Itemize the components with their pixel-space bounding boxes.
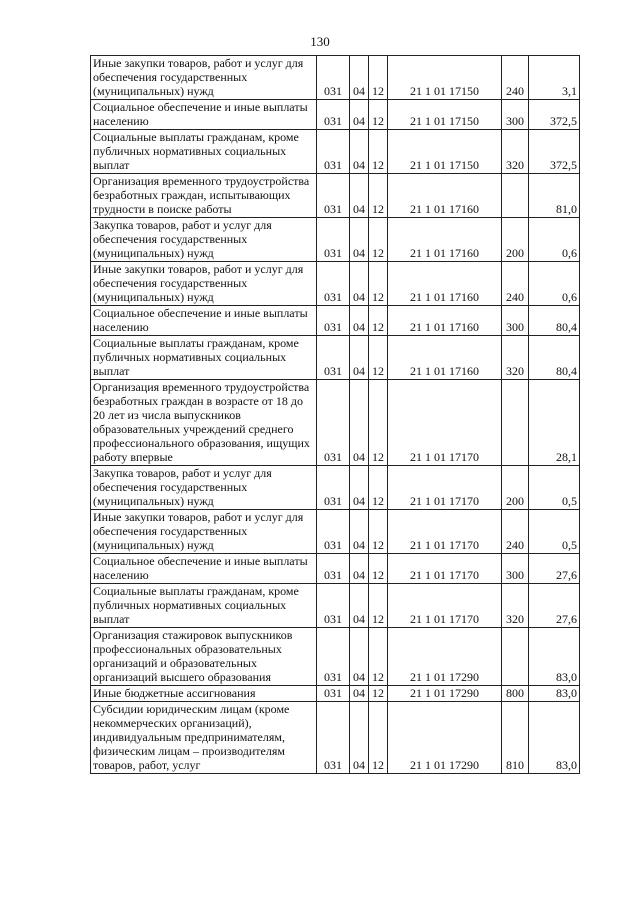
table-row (91, 174, 580, 218)
row-subsection-code: 12 (369, 56, 388, 100)
row-description: Закупка товаров, работ и услуг для обеспечения государственных (муниципальных) нужд (91, 218, 317, 262)
row-section-code: 04 (350, 584, 369, 628)
row-section-code: 04 (350, 466, 369, 510)
table-row (91, 56, 580, 100)
row-amount: 372,5 (529, 100, 580, 130)
table-row (91, 218, 580, 262)
row-description: Иные закупки товаров, работ и услуг для обеспечения государственных (муниципальных) нужд (91, 56, 317, 100)
row-target-article: 21 1 01 17150 (388, 56, 502, 100)
row-admin-code: 031 (317, 584, 350, 628)
row-target-article: 21 1 01 17150 (388, 100, 502, 130)
row-subsection-code: 12 (369, 262, 388, 306)
row-amount: 3,1 (529, 56, 580, 100)
row-target-article: 21 1 01 17290 (388, 628, 502, 686)
row-admin-code: 031 (317, 554, 350, 584)
row-expense-type: 240 (502, 262, 529, 306)
table-row (91, 702, 580, 774)
table-row (91, 686, 580, 702)
row-admin-code: 031 (317, 510, 350, 554)
row-section-code: 04 (350, 554, 369, 584)
row-admin-code: 031 (317, 628, 350, 686)
row-description: Иные закупки товаров, работ и услуг для обеспечения государственных (муниципальных) нужд (91, 510, 317, 554)
row-section-code: 04 (350, 628, 369, 686)
row-subsection-code: 12 (369, 466, 388, 510)
table-row (91, 628, 580, 686)
table-row (91, 306, 580, 336)
row-description: Организация временного трудоустройства безработных граждан, испытывающих трудности в поиске работы (91, 174, 317, 218)
table-row (91, 336, 580, 380)
row-subsection-code: 12 (369, 218, 388, 262)
row-admin-code: 031 (317, 56, 350, 100)
row-target-article: 21 1 01 17290 (388, 686, 502, 702)
row-subsection-code: 12 (369, 554, 388, 584)
row-section-code: 04 (350, 262, 369, 306)
row-expense-type: 200 (502, 218, 529, 262)
row-description: Субсидии юридическим лицам (кроме некоммерческих организаций), индивидуальным предпринимателям, физическим лицам – производителям товаров, работ, услуг (91, 702, 317, 774)
row-subsection-code: 12 (369, 510, 388, 554)
row-target-article: 21 1 01 17170 (388, 466, 502, 510)
row-description: Закупка товаров, работ и услуг для обеспечения государственных (муниципальных) нужд (91, 466, 317, 510)
row-section-code: 04 (350, 306, 369, 336)
budget-table-body (91, 56, 580, 774)
row-admin-code: 031 (317, 174, 350, 218)
row-expense-type: 320 (502, 336, 529, 380)
row-admin-code: 031 (317, 218, 350, 262)
budget-table (90, 55, 580, 774)
row-admin-code: 031 (317, 380, 350, 466)
row-section-code: 04 (350, 510, 369, 554)
table-row (91, 466, 580, 510)
row-section-code: 04 (350, 100, 369, 130)
row-description: Социальные выплаты гражданам, кроме публичных нормативных социальных выплат (91, 336, 317, 380)
row-amount: 83,0 (529, 686, 580, 702)
row-description: Социальное обеспечение и иные выплаты населению (91, 554, 317, 584)
row-description: Социальное обеспечение и иные выплаты населению (91, 100, 317, 130)
row-amount: 27,6 (529, 584, 580, 628)
row-section-code: 04 (350, 56, 369, 100)
row-admin-code: 031 (317, 466, 350, 510)
row-amount: 27,6 (529, 554, 580, 584)
row-subsection-code: 12 (369, 702, 388, 774)
row-amount: 81,0 (529, 174, 580, 218)
row-target-article: 21 1 01 17170 (388, 554, 502, 584)
row-target-article: 21 1 01 17290 (388, 702, 502, 774)
row-amount: 0,6 (529, 218, 580, 262)
row-section-code: 04 (350, 336, 369, 380)
row-expense-type: 810 (502, 702, 529, 774)
row-section-code: 04 (350, 702, 369, 774)
row-target-article: 21 1 01 17160 (388, 218, 502, 262)
row-amount: 83,0 (529, 628, 580, 686)
row-expense-type: 300 (502, 100, 529, 130)
row-section-code: 04 (350, 218, 369, 262)
row-description: Организация стажировок выпускников профессиональных образовательных организаций и образовательных организаций высшего образования (91, 628, 317, 686)
row-expense-type: 800 (502, 686, 529, 702)
page-number: 130 (310, 34, 330, 49)
row-expense-type: 320 (502, 130, 529, 174)
row-description: Социальные выплаты гражданам, кроме публичных нормативных социальных выплат (91, 584, 317, 628)
row-expense-type: 240 (502, 56, 529, 100)
row-amount: 0,5 (529, 510, 580, 554)
row-description: Иные бюджетные ассигнования (91, 686, 317, 702)
row-expense-type: 240 (502, 510, 529, 554)
row-subsection-code: 12 (369, 686, 388, 702)
row-subsection-code: 12 (369, 306, 388, 336)
row-section-code: 04 (350, 380, 369, 466)
row-section-code: 04 (350, 130, 369, 174)
row-subsection-code: 12 (369, 584, 388, 628)
row-admin-code: 031 (317, 262, 350, 306)
row-target-article: 21 1 01 17170 (388, 380, 502, 466)
table-row (91, 262, 580, 306)
table-row (91, 554, 580, 584)
table-row (91, 130, 580, 174)
table-row (91, 510, 580, 554)
row-subsection-code: 12 (369, 380, 388, 466)
row-expense-type: 320 (502, 584, 529, 628)
row-subsection-code: 12 (369, 336, 388, 380)
row-subsection-code: 12 (369, 100, 388, 130)
row-expense-type (502, 380, 529, 466)
row-target-article: 21 1 01 17160 (388, 306, 502, 336)
row-admin-code: 031 (317, 100, 350, 130)
row-admin-code: 031 (317, 702, 350, 774)
row-section-code: 04 (350, 686, 369, 702)
row-description: Социальное обеспечение и иные выплаты населению (91, 306, 317, 336)
row-amount: 80,4 (529, 336, 580, 380)
row-description: Организация временного трудоустройства безработных граждан в возрасте от 18 до 20 лет из числа выпускников образовательных учреждений среднего профессионального образования, ищущих работу впервые (91, 380, 317, 466)
row-description: Иные закупки товаров, работ и услуг для обеспечения государственных (муниципальных) нужд (91, 262, 317, 306)
row-amount: 83,0 (529, 702, 580, 774)
row-subsection-code: 12 (369, 130, 388, 174)
row-admin-code: 031 (317, 336, 350, 380)
row-expense-type (502, 628, 529, 686)
row-target-article: 21 1 01 17160 (388, 336, 502, 380)
row-amount: 80,4 (529, 306, 580, 336)
row-expense-type (502, 174, 529, 218)
row-amount: 28,1 (529, 380, 580, 466)
row-expense-type: 300 (502, 306, 529, 336)
row-target-article: 21 1 01 17160 (388, 262, 502, 306)
row-section-code: 04 (350, 174, 369, 218)
row-amount: 0,5 (529, 466, 580, 510)
row-target-article: 21 1 01 17160 (388, 174, 502, 218)
row-admin-code: 031 (317, 686, 350, 702)
table-row (91, 584, 580, 628)
row-subsection-code: 12 (369, 628, 388, 686)
row-expense-type: 200 (502, 466, 529, 510)
row-admin-code: 031 (317, 130, 350, 174)
table-row (91, 100, 580, 130)
row-target-article: 21 1 01 17150 (388, 130, 502, 174)
row-target-article: 21 1 01 17170 (388, 584, 502, 628)
row-admin-code: 031 (317, 306, 350, 336)
row-description: Социальные выплаты гражданам, кроме публичных нормативных социальных выплат (91, 130, 317, 174)
table-row (91, 380, 580, 466)
row-amount: 372,5 (529, 130, 580, 174)
row-expense-type: 300 (502, 554, 529, 584)
row-subsection-code: 12 (369, 174, 388, 218)
row-amount: 0,6 (529, 262, 580, 306)
row-target-article: 21 1 01 17170 (388, 510, 502, 554)
